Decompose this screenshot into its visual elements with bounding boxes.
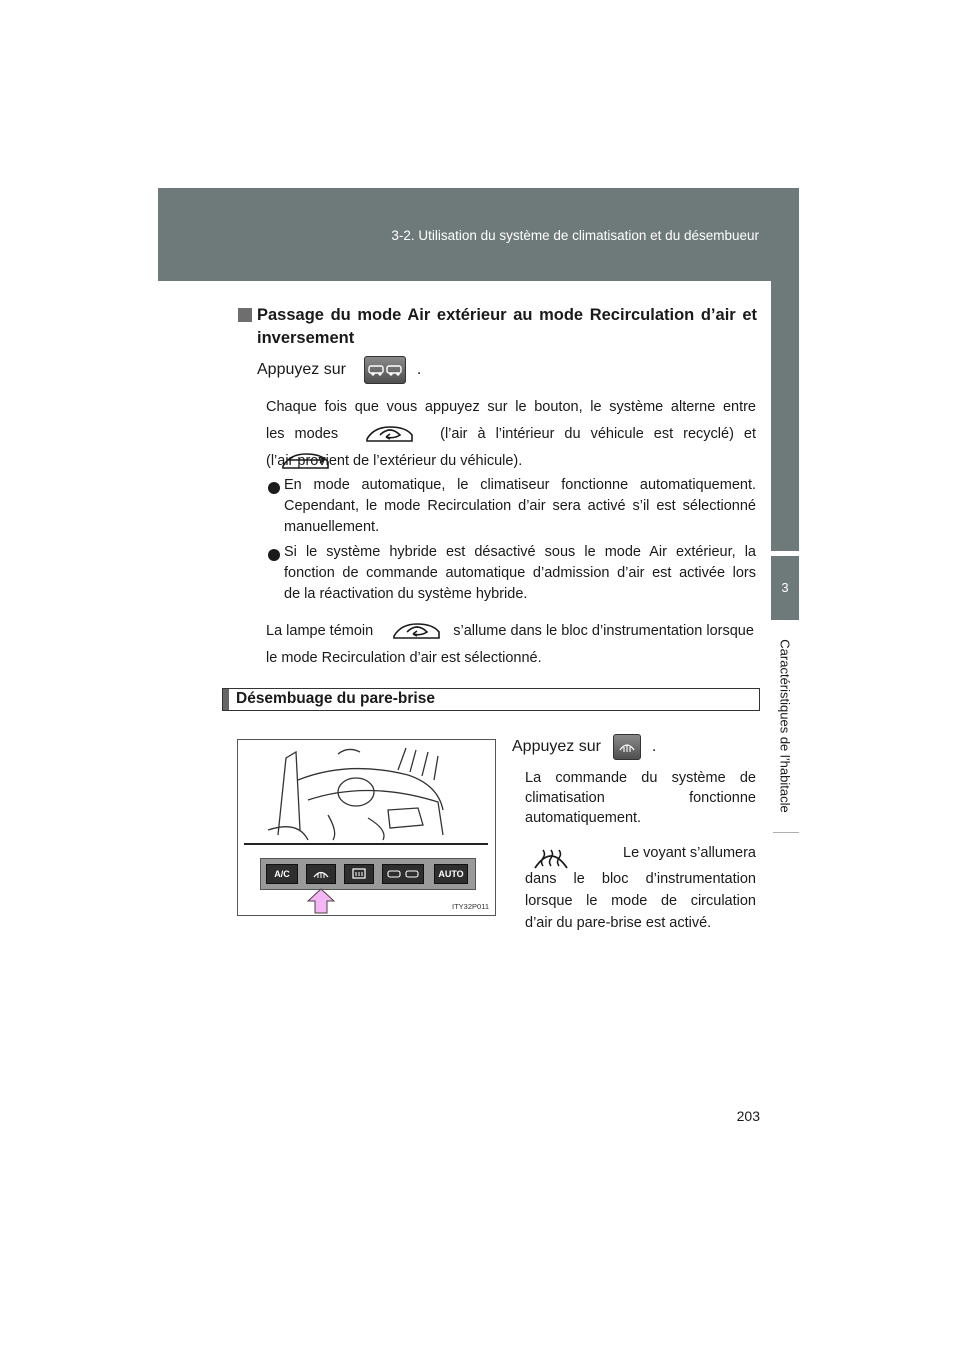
section1-heading-line1: Passage du mode Air extérieur au mode Recirculation d’air et — [257, 306, 757, 324]
defrost-para2-l2: dans le bloc d’instrumentation — [525, 871, 756, 887]
para1-line1: Chaque fois que vous appuyez sur le bouton, le système alterne entre — [266, 399, 756, 415]
recirc-button-icon — [364, 356, 406, 384]
defrost-para1 — [525, 768, 756, 828]
defrost-para2 — [525, 842, 756, 934]
press-text: Appuyez sur — [257, 361, 346, 378]
ac-button: A/C — [266, 864, 298, 884]
section2-title-bar — [222, 688, 760, 711]
dashboard-illustration — [237, 739, 496, 916]
bullet-1-line2: Cependant, le mode Recirculation d’air sera activé s’il est sélectionné — [284, 498, 756, 514]
lamp-text-b: s’allume dans le bloc d’instrumentation lorsque — [453, 623, 754, 639]
auto-button: AUTO — [434, 864, 468, 884]
section1-heading-line2: inversement — [257, 329, 355, 347]
defrost-para1-l3: automatiquement. — [525, 810, 642, 826]
side-tab — [771, 281, 799, 551]
bullet-2 — [284, 542, 756, 605]
defrost-press-instruction — [512, 733, 656, 761]
lamp-text-a: La lampe témoin — [266, 623, 374, 639]
defrost-para1-l1: La commande du système de — [525, 770, 756, 786]
bullet-1-line1: En mode automatique, le climatiseur fonctionne automatiquement. — [284, 477, 756, 493]
section2-title: Désembuage du pare-brise — [236, 690, 435, 707]
lamp-line2: le mode Recirculation d’air est sélectionné. — [266, 650, 542, 666]
chapter-label — [771, 620, 799, 832]
defrost-button-icon — [613, 734, 641, 760]
defrost-para1-l2a: climatisation — [525, 790, 605, 806]
defrost-para1-l2 — [525, 788, 756, 808]
chapter-number: 3 — [771, 556, 799, 620]
recirc-button-illus — [382, 864, 424, 884]
figure-code: ITY32P011 — [452, 902, 489, 911]
rear-defrost-button-illus — [344, 864, 374, 884]
pointer-arrow-icon — [306, 888, 336, 914]
defrost-press-text: Appuyez sur — [512, 738, 601, 755]
side-divider — [773, 832, 799, 833]
bullet-1 — [284, 475, 756, 538]
recirculation-icon — [391, 618, 443, 644]
front-defrost-button-illus — [306, 864, 336, 884]
bullet-1-line3: manuellement. — [284, 519, 380, 535]
bullet-icon — [268, 482, 280, 494]
chapter-label-text: Caractéristiques de l’habitacle — [777, 639, 793, 813]
bullet-icon — [268, 549, 280, 561]
defrost-para1-l2b: fonctionne — [689, 790, 756, 806]
dashboard-sketch — [238, 740, 495, 842]
heading-square-icon — [238, 308, 252, 322]
bullet-2-line3: de la réactivation du système hybride. — [284, 586, 528, 602]
defrost-para2-l3: lorsque le mode de circulation — [525, 893, 756, 909]
figure-divider — [244, 843, 488, 845]
para1-text-a: les modes — [266, 426, 339, 442]
press-period: . — [416, 361, 422, 378]
page-header — [158, 188, 799, 281]
section-bar-mark — [223, 689, 229, 710]
recirculation-icon — [364, 421, 416, 447]
press-instruction — [257, 355, 421, 385]
breadcrumb: 3-2. Utilisation du système de climatisation et du désembueur — [391, 228, 759, 243]
bullet-2-line2: fonction de commande automatique d’admission d’air est activée lors — [284, 565, 756, 581]
bullet-2-line1: Si le système hybride est désactivé sous le mode Air extérieur, la — [284, 544, 756, 560]
defrost-press-period: . — [651, 738, 657, 755]
defrost-para2-l4: d’air du pare-brise est activé. — [525, 915, 712, 931]
lamp-line1 — [266, 618, 756, 645]
defrost-para2-l1: Le voyant s’allumera — [623, 845, 756, 861]
page-number: 203 — [736, 1108, 760, 1124]
para1-text-b: (l’air à l’intérieur du véhicule est recyclé) et — [440, 426, 756, 442]
para1-line3: (l’air provient de l’extérieur du véhicule). — [266, 453, 523, 469]
